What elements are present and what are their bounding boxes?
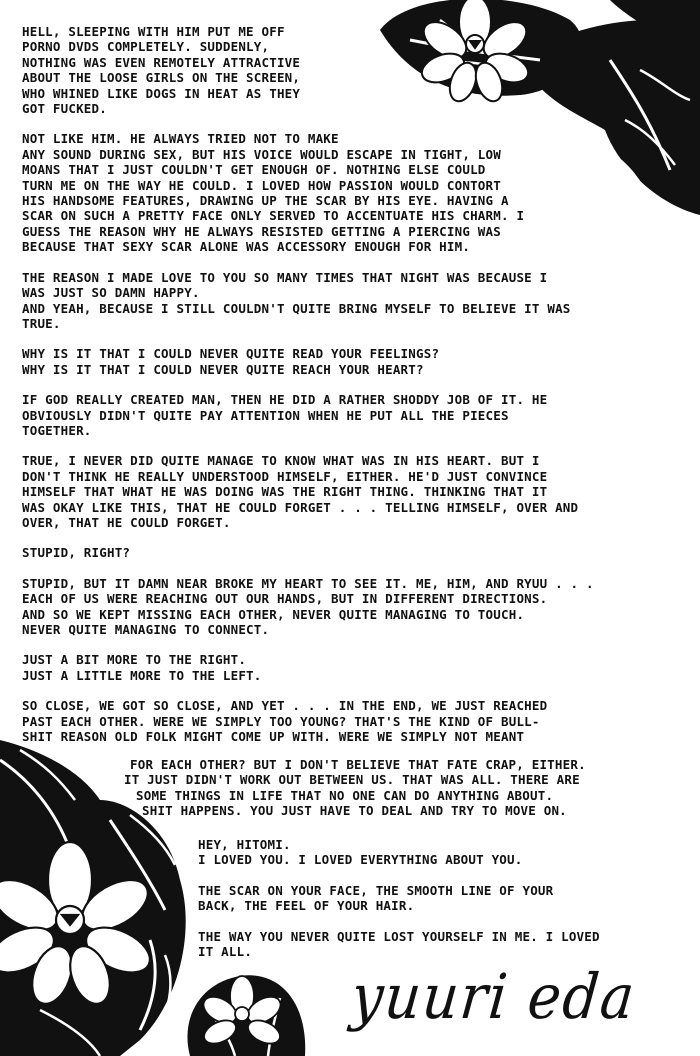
text-line: OVER, THAT HE COULD FORGET. (22, 514, 231, 530)
text-line: TOGETHER. (22, 422, 92, 438)
text-line: AND YEAH, BECAUSE I STILL COULDN'T QUITE BRING MYSELF TO BELIEVE IT WAS (22, 300, 571, 316)
text-line: AND SO WE KEPT MISSING EACH OTHER, NEVER QUITE MANAGING TO TOUCH. (22, 606, 525, 622)
text-line: THE SCAR ON YOUR FACE, THE SMOOTH LINE OF YOUR (198, 882, 554, 898)
text-line: ANY SOUND DURING SEX, BUT HIS VOICE WOULD ESCAPE IN TIGHT, LOW (22, 146, 501, 162)
text-line: WHY IS IT THAT I COULD NEVER QUITE READ YOUR FEELINGS? (22, 346, 440, 362)
text-line: SO CLOSE, WE GOT SO CLOSE, AND YET . . . IN THE END, WE JUST REACHED (22, 698, 548, 714)
text-line: JUST A BIT MORE TO THE RIGHT. (22, 652, 247, 668)
text-line: FOR EACH OTHER? BUT I DON'T BELIEVE THAT FATE CRAP, EITHER. (130, 757, 586, 772)
text-line: HIS HANDSOME FEATURES, DRAWING UP THE SCAR BY HIS EYE. HAVING A (22, 193, 509, 209)
text-line: SHIT REASON OLD FOLK MIGHT COME UP WITH. WERE WE SIMPLY NOT MEANT (22, 729, 525, 745)
text-line: NOT LIKE HIM. HE ALWAYS TRIED NOT TO MAKE (22, 131, 339, 147)
afterword-text-top (22, 24, 692, 759)
paragraph (198, 929, 698, 960)
author-signature: yuuri eda (348, 960, 640, 1033)
text-line: DON'T THINK HE REALLY UNDERSTOOD HIMSELF, EITHER. HE'D JUST CONVINCE (22, 468, 548, 484)
text-line: JUST A LITTLE MORE TO THE LEFT. (22, 667, 262, 683)
afterword-text-bottom (198, 837, 698, 974)
paragraph (22, 131, 692, 254)
paragraph (198, 883, 698, 914)
text-line: GUESS THE REASON WHY HE ALWAYS RESISTED GETTING A PIERCING WAS (22, 223, 501, 239)
text-line: WHO WHINED LIKE DOGS IN HEAT AS THEY (22, 85, 301, 101)
text-line: IT ALL. (198, 944, 253, 960)
paragraph (22, 270, 692, 332)
text-line: WAS OKAY LIKE THIS, THAT HE COULD FORGET . . . TELLING HIMSELF, OVER AND (22, 499, 579, 515)
paragraph (22, 24, 692, 116)
text-line: STUPID, BUT IT DAMN NEAR BROKE MY HEART TO SEE IT. ME, HIM, AND RYUU . . . (22, 575, 594, 591)
text-line: SOME THINGS IN LIFE THAT NO ONE CAN DO ANYTHING ABOUT. (136, 787, 554, 803)
text-line: HEY, HITOMI. (198, 837, 291, 852)
text-line: GOT FUCKED. (22, 101, 107, 117)
text-line: SHIT HAPPENS. YOU JUST HAVE TO DEAL AND TRY TO MOVE ON. (142, 803, 567, 819)
paragraph (22, 346, 692, 377)
text-line: PAST EACH OTHER. WERE WE SIMPLY TOO YOUNG? THAT'S THE KIND OF BULL- (22, 713, 540, 729)
text-line: IT JUST DIDN'T WORK OUT BETWEEN US. THAT WAS ALL. THERE ARE (124, 772, 580, 788)
paragraph (22, 453, 692, 530)
text-line: TURN ME ON THE WAY HE COULD. I LOVED HOW PASSION WOULD CONTORT (22, 177, 501, 193)
text-line: SCAR ON SUCH A PRETTY FACE ONLY SERVED TO ACCENTUATE HIS CHARM. I (22, 208, 525, 224)
paragraph (198, 837, 698, 868)
paragraph (22, 545, 692, 560)
text-line: I LOVED YOU. I LOVED EVERYTHING ABOUT YOU. (198, 852, 523, 868)
text-line: HELL, SLEEPING WITH HIM PUT ME OFF (22, 24, 285, 39)
text-line: EACH OF US WERE REACHING OUT OUR HANDS, BUT IN DIFFERENT DIRECTIONS. (22, 591, 548, 607)
text-line: STUPID, RIGHT? (22, 545, 131, 561)
text-line: MOANS THAT I JUST COULDN'T GET ENOUGH OF. NOTHING ELSE COULD (22, 162, 486, 178)
text-line: WAS JUST SO DAMN HAPPY. (22, 285, 200, 301)
text-line: ABOUT THE LOOSE GIRLS ON THE SCREEN, (22, 70, 301, 86)
text-line: NEVER QUITE MANAGING TO CONNECT. (22, 622, 270, 637)
lotus-flower-bottom-small (180, 968, 310, 1056)
text-line: OBVIOUSLY DIDN'T QUITE PAY ATTENTION WHEN HE PUT ALL THE PIECES (22, 407, 509, 423)
text-line: WHY IS IT THAT I COULD NEVER QUITE REACH YOUR HEART? (22, 361, 424, 377)
text-line: THE WAY YOU NEVER QUITE LOST YOURSELF IN ME. I LOVED (198, 928, 600, 944)
paragraph (22, 392, 692, 438)
paragraph (22, 576, 692, 638)
text-line: HIMSELF THAT WHAT HE WAS DOING WAS THE RIGHT THING. THINKING THAT IT (22, 484, 548, 500)
text-line: PORNO DVDS COMPLETELY. SUDDENLY, (22, 39, 270, 55)
text-line: IF GOD REALLY CREATED MAN, THEN HE DID A RATHER SHODDY JOB OF IT. HE (22, 392, 548, 408)
text-line: TRUE, I NEVER DID QUITE MANAGE TO KNOW WHAT WAS IN HIS HEART. BUT I (22, 453, 540, 469)
text-line: BACK, THE FEEL OF YOUR HAIR. (198, 898, 415, 914)
afterword-text-indented (22, 757, 692, 819)
text-line: BECAUSE THAT SEXY SCAR ALONE WAS ACCESSORY ENOUGH FOR HIM. (22, 239, 471, 255)
paragraph (22, 652, 692, 683)
text-line: NOTHING WAS EVEN REMOTELY ATTRACTIVE (22, 54, 301, 70)
text-line: TRUE. (22, 315, 61, 331)
text-line: THE REASON I MADE LOVE TO YOU SO MANY TIMES THAT NIGHT WAS BECAUSE I (22, 269, 548, 285)
paragraph (22, 698, 692, 744)
